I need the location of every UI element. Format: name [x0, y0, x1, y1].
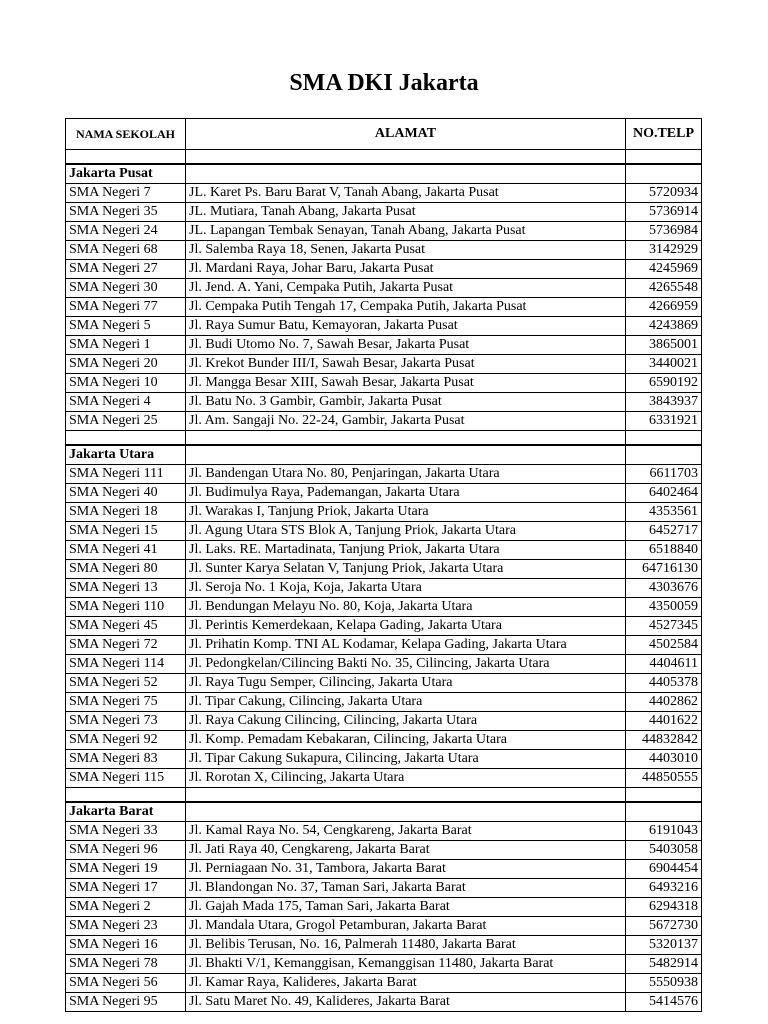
table-row	[66, 769, 702, 788]
school-phone: 5736984	[626, 222, 702, 241]
school-name: SMA Negeri 27	[66, 260, 186, 279]
spacer-row	[66, 150, 702, 165]
section-name: Jakarta Pusat	[66, 164, 186, 184]
section-empty	[186, 802, 626, 822]
table-row	[66, 693, 702, 712]
section-row	[66, 802, 702, 822]
school-address: Jl. Seroja No. 1 Koja, Koja, Jakarta Utara	[186, 579, 626, 598]
header-address: ALAMAT	[186, 119, 626, 150]
table-row	[66, 879, 702, 898]
table-row	[66, 917, 702, 936]
school-phone: 4353561	[626, 503, 702, 522]
school-name: SMA Negeri 83	[66, 750, 186, 769]
table-row	[66, 712, 702, 731]
school-name: SMA Negeri 78	[66, 955, 186, 974]
table-row	[66, 560, 702, 579]
school-table	[65, 118, 702, 1012]
school-name: SMA Negeri 75	[66, 693, 186, 712]
table-row	[66, 298, 702, 317]
school-address: Jl. Cempaka Putih Tengah 17, Cempaka Putih, Jakarta Pusat	[186, 298, 626, 317]
school-name: SMA Negeri 20	[66, 355, 186, 374]
school-phone: 4265548	[626, 279, 702, 298]
section-name: Jakarta Utara	[66, 445, 186, 465]
school-name: SMA Negeri 45	[66, 617, 186, 636]
table-row	[66, 617, 702, 636]
table-row	[66, 412, 702, 431]
section-empty	[626, 802, 702, 822]
school-phone: 64716130	[626, 560, 702, 579]
table-row	[66, 955, 702, 974]
school-phone: 4243869	[626, 317, 702, 336]
spacer-cell	[66, 150, 186, 165]
school-phone: 6402464	[626, 484, 702, 503]
table-row	[66, 936, 702, 955]
school-name: SMA Negeri 23	[66, 917, 186, 936]
table-row	[66, 393, 702, 412]
school-name: SMA Negeri 15	[66, 522, 186, 541]
school-address: Jl. Jend. A. Yani, Cempaka Putih, Jakarta Pusat	[186, 279, 626, 298]
school-address: Jl. Budimulya Raya, Pademangan, Jakarta Utara	[186, 484, 626, 503]
school-phone: 5736914	[626, 203, 702, 222]
school-name: SMA Negeri 92	[66, 731, 186, 750]
school-name: SMA Negeri 18	[66, 503, 186, 522]
table-row	[66, 279, 702, 298]
school-address: Jl. Komp. Pemadam Kebakaran, Cilincing, Jakarta Utara	[186, 731, 626, 750]
school-name: SMA Negeri 80	[66, 560, 186, 579]
spacer-row	[66, 431, 702, 446]
school-phone: 4527345	[626, 617, 702, 636]
school-phone: 4404611	[626, 655, 702, 674]
spacer-cell	[626, 431, 702, 446]
school-name: SMA Negeri 95	[66, 993, 186, 1012]
school-name: SMA Negeri 13	[66, 579, 186, 598]
school-phone: 3843937	[626, 393, 702, 412]
school-name: SMA Negeri 4	[66, 393, 186, 412]
section-row	[66, 445, 702, 465]
school-name: SMA Negeri 1	[66, 336, 186, 355]
school-phone: 5550938	[626, 974, 702, 993]
school-phone: 5320137	[626, 936, 702, 955]
school-name: SMA Negeri 56	[66, 974, 186, 993]
table-row	[66, 993, 702, 1012]
school-phone: 6904454	[626, 860, 702, 879]
table-row	[66, 541, 702, 560]
table-row	[66, 355, 702, 374]
school-name: SMA Negeri 114	[66, 655, 186, 674]
school-address: Jl. Mandala Utara, Grogol Petamburan, Jakarta Barat	[186, 917, 626, 936]
school-name: SMA Negeri 17	[66, 879, 186, 898]
table-row	[66, 222, 702, 241]
school-name: SMA Negeri 110	[66, 598, 186, 617]
header-row	[66, 119, 702, 150]
school-address: Jl. Kamal Raya No. 54, Cengkareng, Jakarta Barat	[186, 822, 626, 841]
school-name: SMA Negeri 7	[66, 184, 186, 203]
table-row	[66, 898, 702, 917]
school-address: Jl. Prihatin Komp. TNI AL Kodamar, Kelapa Gading, Jakarta Utara	[186, 636, 626, 655]
school-name: SMA Negeri 77	[66, 298, 186, 317]
school-name: SMA Negeri 73	[66, 712, 186, 731]
section-empty	[186, 445, 626, 465]
school-address: Jl. Perniagaan No. 31, Tambora, Jakarta Barat	[186, 860, 626, 879]
table-row	[66, 731, 702, 750]
school-phone: 3142929	[626, 241, 702, 260]
school-name: SMA Negeri 19	[66, 860, 186, 879]
school-address: Jl. Mardani Raya, Johar Baru, Jakarta Pusat	[186, 260, 626, 279]
table-row	[66, 841, 702, 860]
school-address: Jl. Laks. RE. Martadinata, Tanjung Priok, Jakarta Utara	[186, 541, 626, 560]
school-phone: 5672730	[626, 917, 702, 936]
school-address: JL. Lapangan Tembak Senayan, Tanah Abang, Jakarta Pusat	[186, 222, 626, 241]
school-name: SMA Negeri 24	[66, 222, 186, 241]
table-row	[66, 636, 702, 655]
section-row	[66, 164, 702, 184]
school-address: Jl. Am. Sangaji No. 22-24, Gambir, Jakarta Pusat	[186, 412, 626, 431]
school-name: SMA Negeri 115	[66, 769, 186, 788]
table-row	[66, 822, 702, 841]
school-address: Jl. Pedongkelan/Cilincing Bakti No. 35, Cilincing, Jakarta Utara	[186, 655, 626, 674]
school-name: SMA Negeri 52	[66, 674, 186, 693]
school-address: Jl. Kamar Raya, Kalideres, Jakarta Barat	[186, 974, 626, 993]
school-phone: 3865001	[626, 336, 702, 355]
school-name: SMA Negeri 35	[66, 203, 186, 222]
school-address: Jl. Agung Utara STS Blok A, Tanjung Priok, Jakarta Utara	[186, 522, 626, 541]
spacer-cell	[186, 788, 626, 803]
school-phone: 4303676	[626, 579, 702, 598]
school-address: Jl. Blandongan No. 37, Taman Sari, Jakarta Barat	[186, 879, 626, 898]
school-address: Jl. Raya Sumur Batu, Kemayoran, Jakarta Pusat	[186, 317, 626, 336]
school-phone: 4401622	[626, 712, 702, 731]
table-row	[66, 974, 702, 993]
school-address: Jl. Satu Maret No. 49, Kalideres, Jakarta Barat	[186, 993, 626, 1012]
spacer-cell	[66, 788, 186, 803]
school-name: SMA Negeri 41	[66, 541, 186, 560]
school-address: Jl. Bhakti V/1, Kemanggisan, Kemanggisan 11480, Jakarta Barat	[186, 955, 626, 974]
school-name: SMA Negeri 5	[66, 317, 186, 336]
section-empty	[186, 164, 626, 184]
spacer-cell	[186, 150, 626, 165]
school-address: Jl. Gajah Mada 175, Taman Sari, Jakarta Barat	[186, 898, 626, 917]
table-row	[66, 674, 702, 693]
school-phone: 5720934	[626, 184, 702, 203]
school-phone: 6294318	[626, 898, 702, 917]
section-empty	[626, 445, 702, 465]
table-row	[66, 598, 702, 617]
school-name: SMA Negeri 111	[66, 465, 186, 484]
spacer-cell	[626, 788, 702, 803]
school-address: Jl. Warakas I, Tanjung Priok, Jakarta Utara	[186, 503, 626, 522]
school-phone: 5414576	[626, 993, 702, 1012]
spacer-cell	[626, 150, 702, 165]
table-body	[66, 150, 702, 1012]
school-address: Jl. Belibis Terusan, No. 16, Palmerah 11480, Jakarta Barat	[186, 936, 626, 955]
school-phone: 4266959	[626, 298, 702, 317]
school-name: SMA Negeri 33	[66, 822, 186, 841]
school-name: SMA Negeri 96	[66, 841, 186, 860]
table-row	[66, 750, 702, 769]
school-address: Jl. Raya Cakung Cilincing, Cilincing, Jakarta Utara	[186, 712, 626, 731]
school-phone: 6518840	[626, 541, 702, 560]
table-row	[66, 503, 702, 522]
table-row	[66, 655, 702, 674]
school-phone: 4502584	[626, 636, 702, 655]
school-address: Jl. Batu No. 3 Gambir, Gambir, Jakarta Pusat	[186, 393, 626, 412]
school-name: SMA Negeri 10	[66, 374, 186, 393]
school-name: SMA Negeri 16	[66, 936, 186, 955]
school-name: SMA Negeri 2	[66, 898, 186, 917]
school-phone: 6191043	[626, 822, 702, 841]
school-phone: 4245969	[626, 260, 702, 279]
table-row	[66, 260, 702, 279]
school-address: Jl. Sunter Karya Selatan V, Tanjung Priok, Jakarta Utara	[186, 560, 626, 579]
school-phone: 6493216	[626, 879, 702, 898]
school-phone: 4350059	[626, 598, 702, 617]
table-row	[66, 579, 702, 598]
school-phone: 6452717	[626, 522, 702, 541]
page-title: SMA DKI Jakarta	[289, 70, 479, 96]
school-phone: 6590192	[626, 374, 702, 393]
school-name: SMA Negeri 25	[66, 412, 186, 431]
school-address: Jl. Perintis Kemerdekaan, Kelapa Gading, Jakarta Utara	[186, 617, 626, 636]
school-phone: 5403058	[626, 841, 702, 860]
spacer-cell	[186, 431, 626, 446]
school-address: Jl. Bendungan Melayu No. 80, Koja, Jakarta Utara	[186, 598, 626, 617]
table-row	[66, 336, 702, 355]
table-row	[66, 484, 702, 503]
school-address: Jl. Raya Tugu Semper, Cilincing, Jakarta Utara	[186, 674, 626, 693]
table-row	[66, 374, 702, 393]
school-phone: 6331921	[626, 412, 702, 431]
school-phone: 4402862	[626, 693, 702, 712]
school-address: Jl. Bandengan Utara No. 80, Penjaringan, Jakarta Utara	[186, 465, 626, 484]
header-name: NAMA SEKOLAH	[66, 119, 186, 150]
school-address: Jl. Salemba Raya 18, Senen, Jakarta Pusat	[186, 241, 626, 260]
table-row	[66, 860, 702, 879]
school-address: Jl. Rorotan X, Cilincing, Jakarta Utara	[186, 769, 626, 788]
school-phone: 3440021	[626, 355, 702, 374]
school-address: JL. Mutiara, Tanah Abang, Jakarta Pusat	[186, 203, 626, 222]
school-name: SMA Negeri 68	[66, 241, 186, 260]
spacer-row	[66, 788, 702, 803]
section-name: Jakarta Barat	[66, 802, 186, 822]
school-name: SMA Negeri 40	[66, 484, 186, 503]
table-row	[66, 465, 702, 484]
school-name: SMA Negeri 30	[66, 279, 186, 298]
school-address: Jl. Mangga Besar XIII, Sawah Besar, Jakarta Pusat	[186, 374, 626, 393]
table-row	[66, 184, 702, 203]
spacer-cell	[66, 431, 186, 446]
table-row	[66, 203, 702, 222]
table-row	[66, 522, 702, 541]
header-phone: NO.TELP	[626, 119, 702, 150]
school-phone: 4405378	[626, 674, 702, 693]
table-row	[66, 317, 702, 336]
school-address: JL. Karet Ps. Baru Barat V, Tanah Abang, Jakarta Pusat	[186, 184, 626, 203]
school-address: Jl. Tipar Cakung Sukapura, Cilincing, Jakarta Utara	[186, 750, 626, 769]
school-phone: 44832842	[626, 731, 702, 750]
school-phone: 44850555	[626, 769, 702, 788]
school-phone: 4403010	[626, 750, 702, 769]
school-phone: 6611703	[626, 465, 702, 484]
school-address: Jl. Tipar Cakung, Cilincing, Jakarta Utara	[186, 693, 626, 712]
school-name: SMA Negeri 72	[66, 636, 186, 655]
section-empty	[626, 164, 702, 184]
table-row	[66, 241, 702, 260]
school-address: Jl. Jati Raya 40, Cengkareng, Jakarta Barat	[186, 841, 626, 860]
school-phone: 5482914	[626, 955, 702, 974]
school-address: Jl. Budi Utomo No. 7, Sawah Besar, Jakarta Pusat	[186, 336, 626, 355]
school-address: Jl. Krekot Bunder III/I, Sawah Besar, Jakarta Pusat	[186, 355, 626, 374]
